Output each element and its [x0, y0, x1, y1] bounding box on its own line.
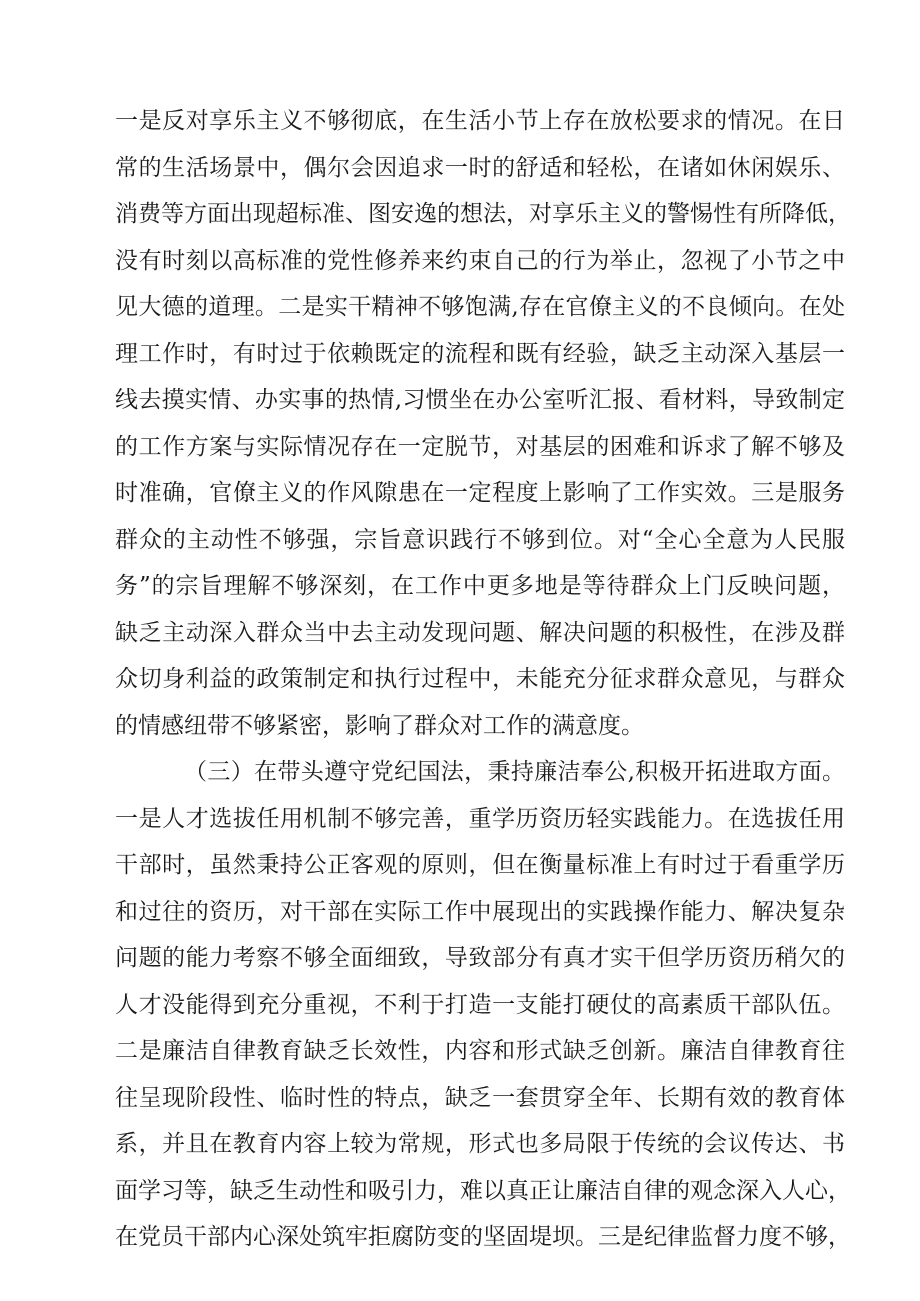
text-line: 群众的主动性不够强，宗旨意识践行不够到位。对“全心全意为人民服: [115, 527, 845, 553]
text-line: 系，并且在教育内容上较为常规，形式也多局限于传统的会议传达、书: [115, 1131, 845, 1157]
text-line: 和过往的资历，对干部在实际工作中展现出的实践操作能力、解决复杂: [115, 899, 845, 925]
text-line: 问题的能力考察不够全面细致，导致部分有真才实干但学历资历稍欠的: [115, 945, 845, 971]
text-line: 干部时，虽然秉持公正客观的原则，但在衡量标准上有时过于看重学历: [115, 852, 845, 878]
text-line: 的情感纽带不够紧密，影响了群众对工作的满意度。: [115, 713, 644, 739]
text-line: 理工作时，有时过于依赖既定的流程和既有经验，缺乏主动深入基层一: [115, 341, 845, 367]
text-line: 一是反对享乐主义不够彻底，在生活小节上存在放松要求的情况。在日: [115, 108, 845, 134]
text-line: 缺乏主动深入群众当中去主动发现问题、解决问题的积极性，在涉及群: [115, 620, 845, 646]
text-line: 面学习等，缺乏生动性和吸引力，难以真正让廉洁自律的观念深入人心，: [115, 1178, 851, 1204]
text-line: 一是人才选拔任用机制不够完善，重学历资历轻实践能力。在选拔任用: [115, 806, 845, 832]
text-line: 众切身利益的政策制定和执行过程中，未能充分征求群众意见，与群众: [115, 666, 845, 692]
text-line: 在党员干部内心深处筑牢拒腐防变的坚固堤坝。三是纪律监督力度不够，: [115, 1224, 851, 1250]
text-line: 常的生活场景中，偶尔会因追求一时的舒适和轻松，在诸如休闲娱乐、: [115, 155, 845, 181]
text-line: 务”的宗旨理解不够深刻，在工作中更多地是等待群众上门反映问题，: [115, 573, 845, 599]
text-line: 见大德的道理。二是实干精神不够饱满,存在官僚主义的不良倾向。在处: [115, 294, 845, 320]
section-heading: （三）在带头遵守党纪国法，秉持廉洁奉公,积极开拓进取方面。: [184, 759, 845, 785]
text-line: 二是廉洁自律教育缺乏长效性，内容和形式缺乏创新。廉洁自律教育往: [115, 1038, 845, 1064]
text-line: 人才没能得到充分重视，不利于打造一支能打硬仗的高素质干部队伍。: [115, 992, 845, 1018]
text-line: 往呈现阶段性、临时性的特点，缺乏一套贯穿全年、长期有效的教育体: [115, 1085, 845, 1111]
text-line: 消费等方面出现超标准、图安逸的想法，对享乐主义的警惕性有所降低，: [115, 201, 851, 227]
text-line: 时准确，官僚主义的作风隙患在一定程度上影响了工作实效。三是服务: [115, 480, 845, 506]
text-line: 线去摸实情、办实事的热情,习惯坐在办公室听汇报、看材料，导致制定: [115, 387, 845, 413]
text-line: 没有时刻以高标准的党性修养来约束自己的行为举止，忽视了小节之中: [115, 248, 845, 274]
text-line: 的工作方案与实际情况存在一定脱节，对基层的困难和诉求了解不够及: [115, 434, 845, 460]
